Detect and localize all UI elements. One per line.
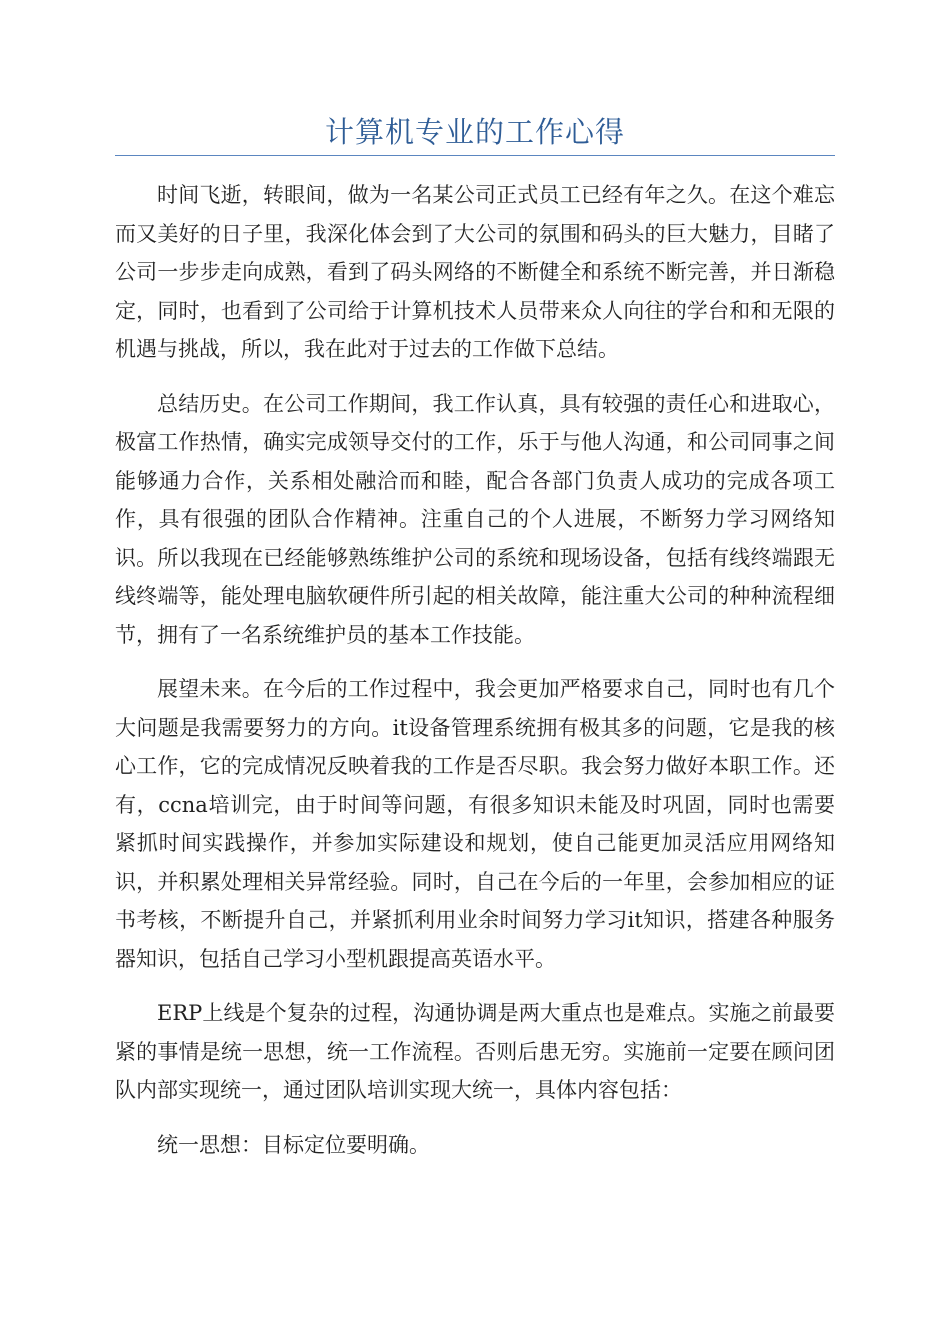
document-body	[115, 176, 835, 1180]
paragraph: 总结历史。在公司工作期间，我工作认真，具有较强的责任心和进取心，极富工作热情，确实完成领导交付的工作，乐于与他人沟通，和公司同事之间能够通力合作，关系相处融洽而和睦，配合各部门负责人成功的完成各项工作，具有很强的团队合作精神。注重自己的个人进展，不断努力学习网络知识。所以我现在已经能够熟练维护公司的系统和现场设备，包括有线终端跟无线终端等，能处理电脑软硬件所引起的相关故障，能注重大公司的种种流程细节，拥有了一名系统维护员的基本工作技能。	[115, 391, 835, 647]
paragraph: 时间飞逝，转眼间，做为一名某公司正式员工已经有年之久。在这个难忘而又美好的日子里，我深化体会到了大公司的氛围和码头的巨大魅力，目睹了公司一步步走向成熟，看到了码头网络的不断健全和系统不断完善，并日渐稳定，同时，也看到了公司给于计算机技术人员带来众人向往的学台和和无限的机遇与挑战，所以，我在此对于过去的工作做下总结。	[115, 183, 835, 361]
document-title: 计算机专业的工作心得	[324, 115, 625, 149]
title-divider	[115, 155, 835, 156]
paragraph: 展望未来。在今后的工作过程中，我会更加严格要求自己，同时也有几个大问题是我需要努力的方向。it设备管理系统拥有极其多的问题，它是我的核心工作，它的完成情况反映着我的工作是否尽职。我会努力做好本职工作。还有，ccna培训完，由于时间等问题，有很多知识未能及时巩固，同时也需要紧抓时间实践操作，并参加实际建设和规划，使自己能更加灵活应用网络知识，并积累处理相关异常经验。同时，自己在今后的一年里，会参加相应的证书考核，不断提升自己，并紧抓利用业余时间努力学习it知识，搭建各种服务器知识，包括自己学习小型机跟提高英语水平。	[115, 677, 835, 971]
paragraph: 统一思想：目标定位要明确。	[157, 1132, 430, 1157]
paragraph: ERP上线是个复杂的过程，沟通协调是两大重点也是难点。实施之前最要紧的事情是统一思想，统一工作流程。否则后患无穷。实施前一定要在顾问团队内部实现统一，通过团队培训实现大统一，具体内容包括：	[115, 1001, 835, 1102]
